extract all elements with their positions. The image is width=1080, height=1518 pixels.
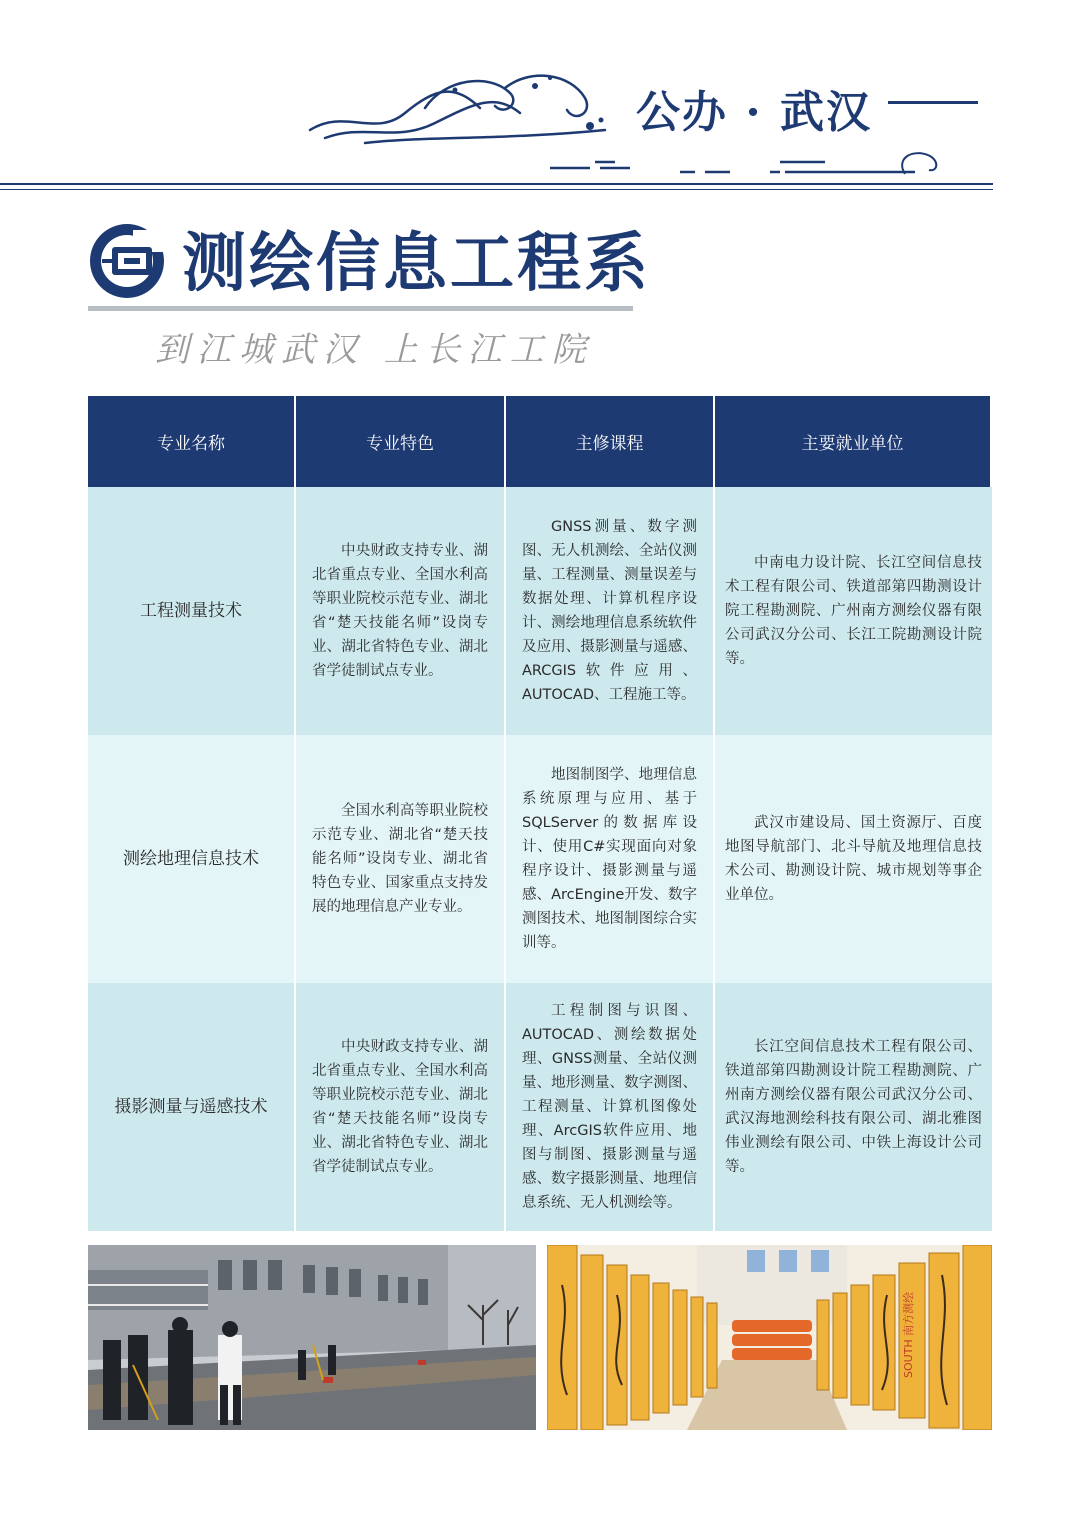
wave-decoration xyxy=(305,68,615,148)
table-cell-employers xyxy=(715,487,992,735)
cell-text: 武汉市建设局、国土资源厅、百度地图导航部门、北斗导航及地理信息技术公司、勘测设计院、城市规划等事企业单位。 xyxy=(725,815,982,903)
table-header-courses: 主修课程 xyxy=(506,396,715,487)
table-cell-employers xyxy=(715,735,992,983)
table-header-features: 专业特色 xyxy=(296,396,506,487)
top-title: 公办 · 武汉 xyxy=(636,87,872,138)
table-cell-courses xyxy=(506,983,715,1231)
department-logo-icon xyxy=(88,222,166,300)
table-cell-features xyxy=(296,983,506,1231)
cell-text: 全国水利高等职业院校示范专业、湖北省“楚天技能名师”设岗专业、湖北省特色专业、国家重点支持发展的地理信息产业专业。 xyxy=(312,803,488,915)
cell-text: 中央财政支持专业、湖北省重点专业、全国水利高等职业院校示范专业、湖北省“楚天技能名师”设岗专业、湖北省特色专业、湖北省学徒制试点专业。 xyxy=(312,1039,488,1175)
table-header-employers: 主要就业单位 xyxy=(715,396,992,487)
table-cell-major-name: 测绘地理信息技术 xyxy=(88,735,296,983)
dash-decoration xyxy=(545,150,945,180)
table-cell-major-name: 摄影测量与遥感技术 xyxy=(88,983,296,1231)
header-rule xyxy=(0,183,993,185)
cell-text: 中央财政支持专业、湖北省重点专业、全国水利高等职业院校示范专业、湖北省“楚天技能名师”设岗专业、湖北省特色专业、湖北省学徒制试点专业。 xyxy=(312,543,488,679)
title-underline xyxy=(88,306,633,311)
photo-instrument-room xyxy=(547,1245,992,1430)
cell-text: 地图制图学、地理信息系统原理与应用、基于SQLServer的数据库设计、使用C#实现面向对象程序设计、摄影测量与遥感、ArcEngine开发、数字测图技术、地图制图综合实训等。 xyxy=(522,767,697,951)
cell-text: 中南电力设计院、长江空间信息技术工程有限公司、铁道部第四勘测设计院工程勘测院、广州南方测绘仪器有限公司武汉分公司、长江工院勘测设计院等。 xyxy=(725,555,982,667)
table-header-major-name: 专业名称 xyxy=(88,396,296,487)
cell-text: 长江空间信息技术工程有限公司、铁道部第四勘测设计院工程勘测院、广州南方测绘仪器有限公司武汉分公司、武汉海地测绘科技有限公司、湖北雅图伟业测绘有限公司、中铁上海设计公司等。 xyxy=(725,1039,982,1175)
department-title: 测绘信息工程系 xyxy=(182,227,651,301)
instrument-brand-label: SOUTH 南方测绘 xyxy=(902,1291,915,1378)
table-cell-courses xyxy=(506,487,715,735)
table-cell-major-name: 工程测量技术 xyxy=(88,487,296,735)
slogan: 到江城武汉 上长江工院 xyxy=(155,330,594,370)
table-cell-employers xyxy=(715,983,992,1231)
table-cell-features xyxy=(296,735,506,983)
photo-field-survey xyxy=(88,1245,536,1430)
table-cell-courses xyxy=(506,735,715,983)
cell-text: 工程制图与识图、AUTOCAD、测绘数据处理、GNSS测量、全站仪测量、地形测量、数字测图、工程测量、计算机图像处理、ArcGIS软件应用、地图与制图、摄影测量与遥感、数字摄影测量、地理信息系统、无人机测绘等。 xyxy=(522,1003,697,1211)
cell-text: GNSS测量、数字测图、无人机测绘、全站仪测量、工程测量、测量误差与数据处理、计算机程序设计、测绘地理信息系统软件及应用、摄影测量与遥感、ARCGIS软件应用、AUTOCAD、工程施工等。 xyxy=(522,519,697,703)
top-title-line xyxy=(888,101,978,104)
header-rule-thin xyxy=(0,189,993,190)
majors-table xyxy=(88,396,992,1231)
table-cell-features xyxy=(296,487,506,735)
